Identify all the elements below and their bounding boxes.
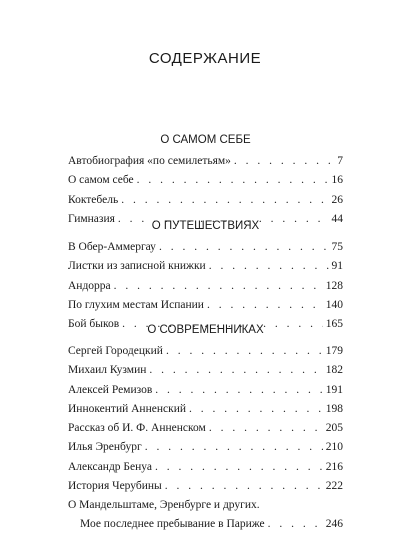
entry-title: Листки из записной книжки (68, 260, 206, 273)
leader-dots (155, 458, 323, 477)
entry-title: Бой быков (68, 318, 120, 331)
leader-dots (268, 515, 323, 534)
toc-entry[interactable] (68, 361, 343, 380)
leader-dots (207, 296, 323, 315)
toc-entry[interactable] (68, 400, 343, 419)
leader-dots (209, 257, 329, 276)
entry-title: Михаил Кузмин (68, 364, 147, 377)
section-contemporaries (68, 322, 343, 535)
entry-title: В Обер-Аммергау (68, 241, 156, 253)
toc-entry[interactable] (68, 257, 343, 276)
entry-page: 205 (325, 422, 343, 435)
entry-title: Автобиография «по семилетьям» (68, 155, 231, 167)
leader-dots (121, 191, 328, 210)
toc-entry[interactable] (68, 342, 343, 361)
entry-title: История Черубины (68, 480, 162, 493)
leader-dots (189, 400, 323, 419)
entry-page: 140 (325, 298, 343, 311)
toc-entry[interactable] (68, 477, 343, 496)
section-travels (68, 218, 343, 334)
entry-title: О самом себе (68, 174, 134, 187)
toc-entry[interactable] (68, 171, 343, 190)
toc-entry-line2[interactable] (68, 515, 343, 534)
entry-page: 75 (331, 241, 343, 253)
entry-title: Андорра (68, 279, 111, 292)
entry-title: По глухим местам Испании (68, 298, 204, 311)
entry-page: 222 (325, 480, 343, 493)
entry-page: 216 (325, 460, 343, 473)
leader-dots (137, 171, 329, 190)
toc-entry[interactable] (68, 381, 343, 400)
entry-page: 165 (325, 318, 343, 331)
entry-page: 7 (337, 155, 343, 167)
leader-dots (159, 238, 329, 257)
leader-dots (155, 381, 322, 400)
entry-page: 16 (331, 174, 343, 187)
entry-title: Рассказ об И. Ф. Анненском (68, 422, 206, 435)
entry-title: Илья Эренбург (68, 441, 142, 454)
leader-dots (149, 361, 322, 380)
section-heading: О СОВРЕМЕННИКАХ (147, 324, 264, 336)
toc-entry[interactable] (68, 238, 343, 257)
entry-title: Алексей Ремизов (68, 383, 153, 396)
entry-page: 198 (325, 402, 343, 415)
entry-page: 26 (331, 193, 343, 206)
toc-entry[interactable] (68, 277, 343, 296)
entry-page: 128 (325, 279, 343, 292)
entry-page: 246 (325, 518, 343, 531)
leader-dots (234, 152, 334, 171)
leader-dots (209, 419, 323, 438)
leader-dots (166, 342, 323, 361)
entry-title: Сергей Городецкий (68, 345, 163, 357)
entry-title: О Мандельштаме, Эренбурге и других. (68, 499, 260, 512)
page-title: СОДЕРЖАНИЕ (148, 50, 262, 67)
entry-page: 182 (325, 364, 343, 377)
entry-title: Иннокентий Анненский (68, 402, 187, 415)
section-about-self (68, 132, 343, 229)
entry-page: 191 (325, 383, 343, 396)
section-heading: О САМОМ СЕБЕ (160, 134, 251, 146)
leader-dots (145, 438, 323, 457)
section-heading: О ПУТЕШЕСТВИЯХ (151, 220, 260, 232)
leader-dots (165, 477, 323, 496)
toc-entry-line1[interactable] (68, 496, 343, 515)
leader-dots (114, 277, 323, 296)
entry-title: Александр Бенуа (68, 460, 152, 473)
entry-page: 91 (331, 260, 343, 273)
toc-entry[interactable] (68, 152, 343, 171)
toc-entry[interactable] (68, 458, 343, 477)
toc-entry[interactable] (68, 438, 343, 457)
toc-entry[interactable] (68, 296, 343, 315)
entry-page: 210 (325, 441, 343, 454)
entry-title: Гимназия (68, 212, 115, 225)
entry-page: 44 (331, 212, 343, 225)
toc-entry[interactable] (68, 191, 343, 210)
entry-page: 179 (325, 345, 343, 357)
toc-entry[interactable] (68, 419, 343, 438)
entry-title: Коктебель (68, 193, 119, 206)
entry-title-continued: Мое последнее пребывание в Париже (80, 518, 265, 531)
